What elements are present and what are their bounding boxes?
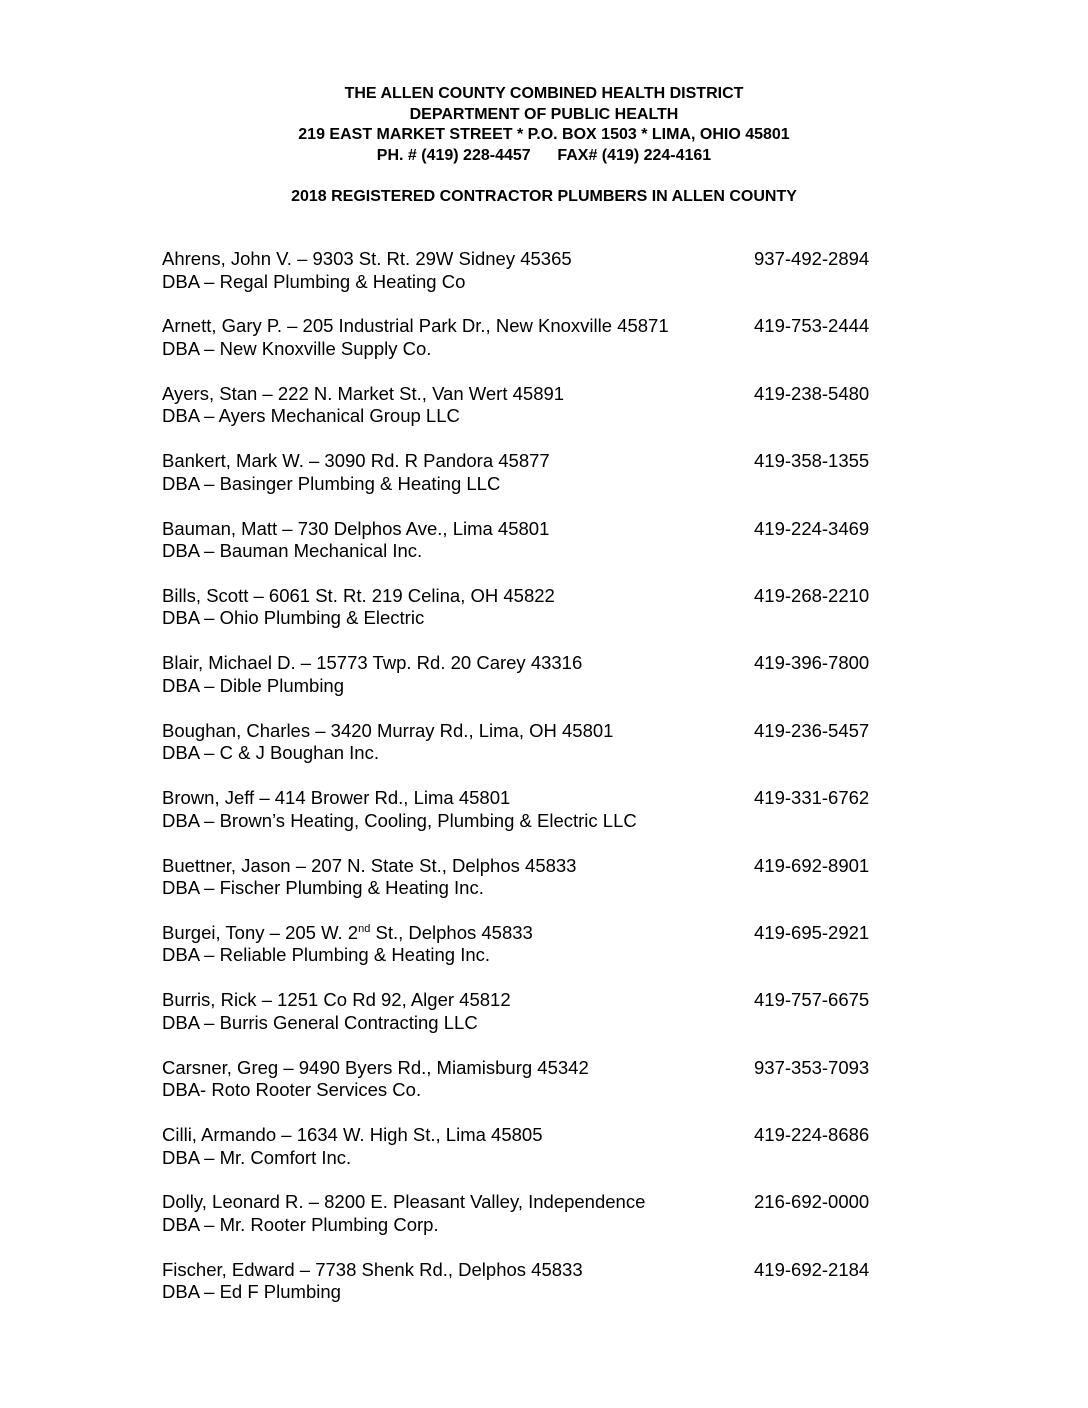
contractor-dba: DBA – Brown’s Heating, Cooling, Plumbing & Electric LLC [162,809,637,831]
department-name: DEPARTMENT OF PUBLIC HEALTH [409,105,679,123]
list-item [162,1057,922,1124]
list-item [162,720,922,787]
contractor-dba: DBA – New Knoxville Supply Co. [162,337,432,359]
contractor-name-address: Bauman, Matt – 730 Delphos Ave., Lima 45801 [162,517,550,539]
list-item [162,989,922,1056]
contractor-dba: DBA – Regal Plumbing & Heating Co [162,270,466,292]
contractor-phone: 419-692-8901 [754,854,870,876]
contractor-phone: 937-492-2894 [754,248,870,269]
contractor-name-address: Boughan, Charles – 3420 Murray Rd., Lima, OH 45801 [162,719,614,741]
contractor-name-address: Burris, Rick – 1251 Co Rd 92, Alger 45812 [162,989,511,1011]
contractor-dba: DBA- Roto Rooter Services Co. [162,1079,422,1101]
contractor-dba: DBA – Ayers Mechanical Group LLC [162,405,460,427]
contractor-dba: DBA – Mr. Comfort Inc. [162,1146,352,1168]
contractor-name-address: Fischer, Edward – 7738 Shenk Rd., Delphos 45833 [162,1258,583,1280]
contractor-dba: DBA – Reliable Plumbing & Heating Inc. [162,944,491,966]
contractor-phone: 419-331-6762 [754,787,870,809]
list-item [162,1124,922,1191]
contractor-phone: 937-353-7093 [754,1056,870,1078]
list-item [162,383,922,450]
phone-fax-line: PH. # (419) 228-4457 FAX# (419) 224-4161 [376,146,712,164]
contractor-phone: 419-236-5457 [754,719,870,741]
contractor-dba: DBA – Bauman Mechanical Inc. [162,540,423,562]
contractor-name-address: Dolly, Leonard R. – 8200 E. Pleasant Valley, Independence [162,1191,646,1213]
contractor-name-address: Cilli, Armando – 1634 W. High St., Lima 45805 [162,1124,543,1146]
contractor-name-address: Ahrens, John V. – 9303 St. Rt. 29W Sidney 45365 [162,248,572,269]
list-item [162,1259,922,1326]
contractor-name-address: Ayers, Stan – 222 N. Market St., Van Wert 45891 [162,382,565,404]
list-item [162,450,922,517]
contractor-dba: DBA – Ohio Plumbing & Electric [162,607,425,629]
contractor-name-address: Bills, Scott – 6061 St. Rt. 219 Celina, OH 45822 [162,584,555,606]
letterhead [0,84,1088,166]
contractor-name-address [162,922,533,945]
contractor-phone: 419-692-2184 [754,1258,870,1280]
contractor-dba: DBA – Burris General Contracting LLC [162,1011,478,1033]
list-item [162,922,922,989]
contractor-phone: 419-757-6675 [754,989,870,1011]
document-title: 2018 REGISTERED CONTRACTOR PLUMBERS IN ALLEN COUNTY [291,188,797,205]
contractor-dba: DBA – Ed F Plumbing [162,1281,341,1303]
list-item [162,518,922,585]
contractor-text-end: St., Delphos 45833 [370,921,533,943]
list-item [162,248,922,315]
list-item [162,855,922,922]
contractor-phone: 419-224-8686 [754,1124,870,1146]
contractor-name-address: Arnett, Gary P. – 205 Industrial Park Dr., New Knoxville 45871 [162,315,669,337]
contractor-text-start: Burgei, Tony – 205 W. 2 [162,921,359,943]
list-item [162,315,922,382]
list-item [162,787,922,854]
list-item [162,652,922,719]
list-item [162,585,922,652]
contractor-dba: DBA – C & J Boughan Inc. [162,742,379,764]
contractor-name-address: Blair, Michael D. – 15773 Twp. Rd. 20 Carey 43316 [162,652,583,674]
mailing-address: 219 EAST MARKET STREET * P.O. BOX 1503 * LIMA, OHIO 45801 [298,126,790,143]
contractor-phone: 419-396-7800 [754,652,870,674]
contractor-phone: 419-358-1355 [754,450,870,472]
contractor-phone: 419-695-2921 [754,921,870,943]
contractor-phone: 419-268-2210 [754,584,870,606]
contractor-name-address: Bankert, Mark W. – 3090 Rd. R Pandora 45877 [162,450,550,472]
contractor-dba: DBA – Basinger Plumbing & Heating LLC [162,472,501,494]
contractor-name-address: Carsner, Greg – 9490 Byers Rd., Miamisburg 45342 [162,1056,589,1078]
contractor-dba: DBA – Dible Plumbing [162,674,345,696]
contractor-phone: 419-753-2444 [754,315,870,337]
contractor-name-address: Buettner, Jason – 207 N. State St., Delphos 45833 [162,854,577,876]
organization-name: THE ALLEN COUNTY COMBINED HEALTH DISTRICT [344,85,744,102]
contractor-list [162,248,922,1326]
contractor-phone: 419-224-3469 [754,517,870,539]
contractor-dba: DBA – Mr. Rooter Plumbing Corp. [162,1213,439,1235]
contractor-phone: 419-238-5480 [754,382,870,404]
contractor-dba: DBA – Fischer Plumbing & Heating Inc. [162,877,484,899]
contractor-name-address: Brown, Jeff – 414 Brower Rd., Lima 45801 [162,787,511,809]
ordinal-suffix: nd [358,922,371,935]
list-item [162,1191,922,1258]
contractor-phone: 216-692-0000 [754,1191,870,1213]
